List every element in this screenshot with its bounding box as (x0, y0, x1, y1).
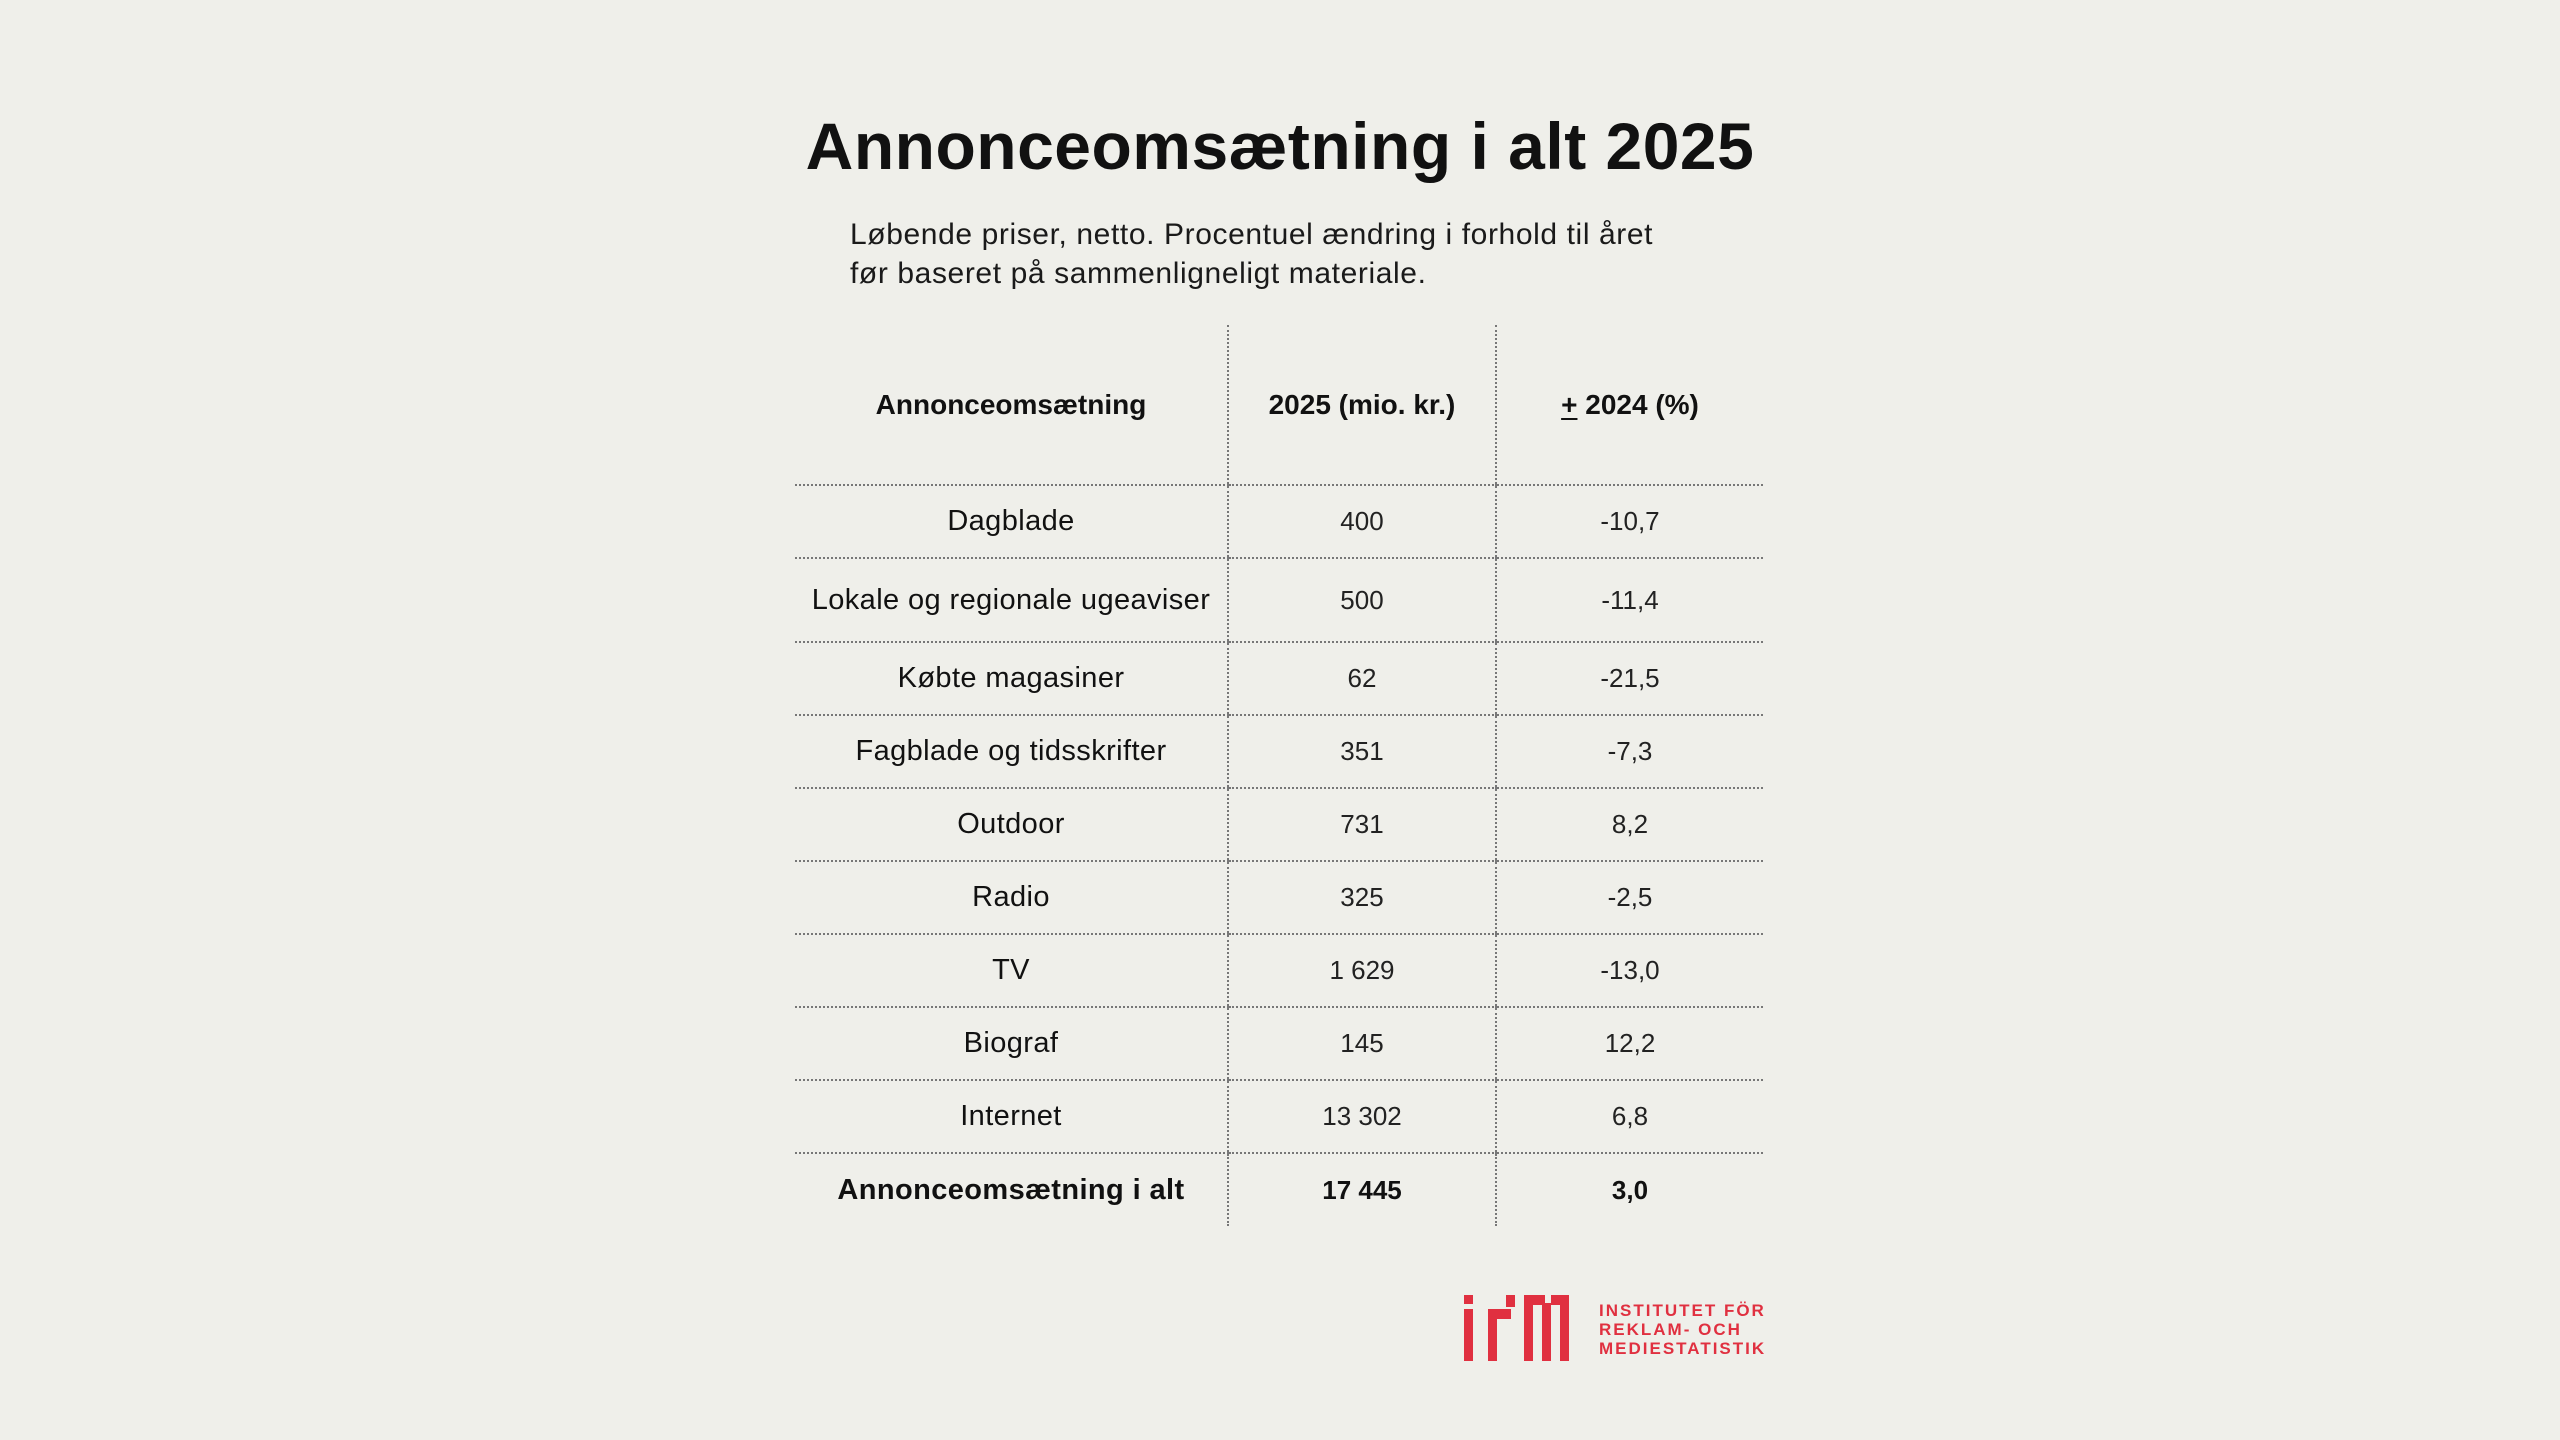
header-value: 2025 (mio. kr.) (1228, 325, 1496, 485)
row-change: 12,2 (1496, 1007, 1763, 1080)
row-category: Radio (795, 861, 1228, 934)
subtitle-line-2: før baseret på sammenligneligt materiale. (850, 257, 1427, 290)
row-category: TV (795, 934, 1228, 1007)
total-change: 3,0 (1496, 1153, 1763, 1226)
table-row (795, 788, 1763, 861)
table-row (795, 1080, 1763, 1153)
row-category: Outdoor (795, 788, 1228, 861)
subtitle (850, 215, 1750, 293)
row-value: 731 (1228, 788, 1496, 861)
row-category: Internet (795, 1080, 1228, 1153)
row-change: -2,5 (1496, 861, 1763, 934)
total-value: 17 445 (1228, 1153, 1496, 1226)
header-category: Annonceomsætning (795, 325, 1228, 485)
logo-line-2: REKLAM- OCH (1599, 1320, 1742, 1339)
table-row (795, 861, 1763, 934)
row-category: Biograf (795, 1007, 1228, 1080)
row-change: -10,7 (1496, 485, 1763, 558)
irm-logo-text (1599, 1301, 1766, 1358)
row-change: -11,4 (1496, 558, 1763, 642)
row-value: 325 (1228, 861, 1496, 934)
data-table (795, 325, 1763, 1226)
logo-line-3: MEDIESTATISTIK (1599, 1339, 1767, 1358)
table-row (795, 558, 1763, 642)
logo-line-1: INSTITUTET FÖR (1599, 1301, 1766, 1320)
row-change: -13,0 (1496, 934, 1763, 1007)
subtitle-line-1: Løbende priser, netto. Procentuel ændring i forhold til året (850, 218, 1654, 251)
irm-logo (1462, 1295, 1767, 1365)
row-category: Købte magasiner (795, 642, 1228, 715)
row-category: Lokale og regionale ugeaviser (795, 558, 1228, 642)
row-value: 351 (1228, 715, 1496, 788)
row-change: -7,3 (1496, 715, 1763, 788)
row-change: -21,5 (1496, 642, 1763, 715)
row-change: 8,2 (1496, 788, 1763, 861)
page-title: Annonceomsætning i alt 2025 (805, 109, 1755, 183)
row-category: Fagblade og tidsskrifter (795, 715, 1228, 788)
row-value: 13 302 (1228, 1080, 1496, 1153)
table-row (795, 1007, 1763, 1080)
row-change: 6,8 (1496, 1080, 1763, 1153)
table-row (795, 642, 1763, 715)
total-category: Annonceomsætning i alt (837, 1173, 1185, 1206)
header-change (1496, 325, 1763, 485)
row-value: 145 (1228, 1007, 1496, 1080)
irm-logo-mark-icon (1462, 1295, 1582, 1361)
row-value: 400 (1228, 485, 1496, 558)
table-row (795, 485, 1763, 558)
row-category: Dagblade (795, 485, 1228, 558)
table-row (795, 715, 1763, 788)
plus-minus-symbol: + (1561, 388, 1578, 420)
row-value: 62 (1228, 642, 1496, 715)
table-header-row (795, 325, 1763, 485)
table-total-row (795, 1153, 1763, 1226)
header-change-label: 2024 (%) (1577, 388, 1699, 420)
table-row (795, 934, 1763, 1007)
row-value: 500 (1228, 558, 1496, 642)
row-value: 1 629 (1228, 934, 1496, 1007)
